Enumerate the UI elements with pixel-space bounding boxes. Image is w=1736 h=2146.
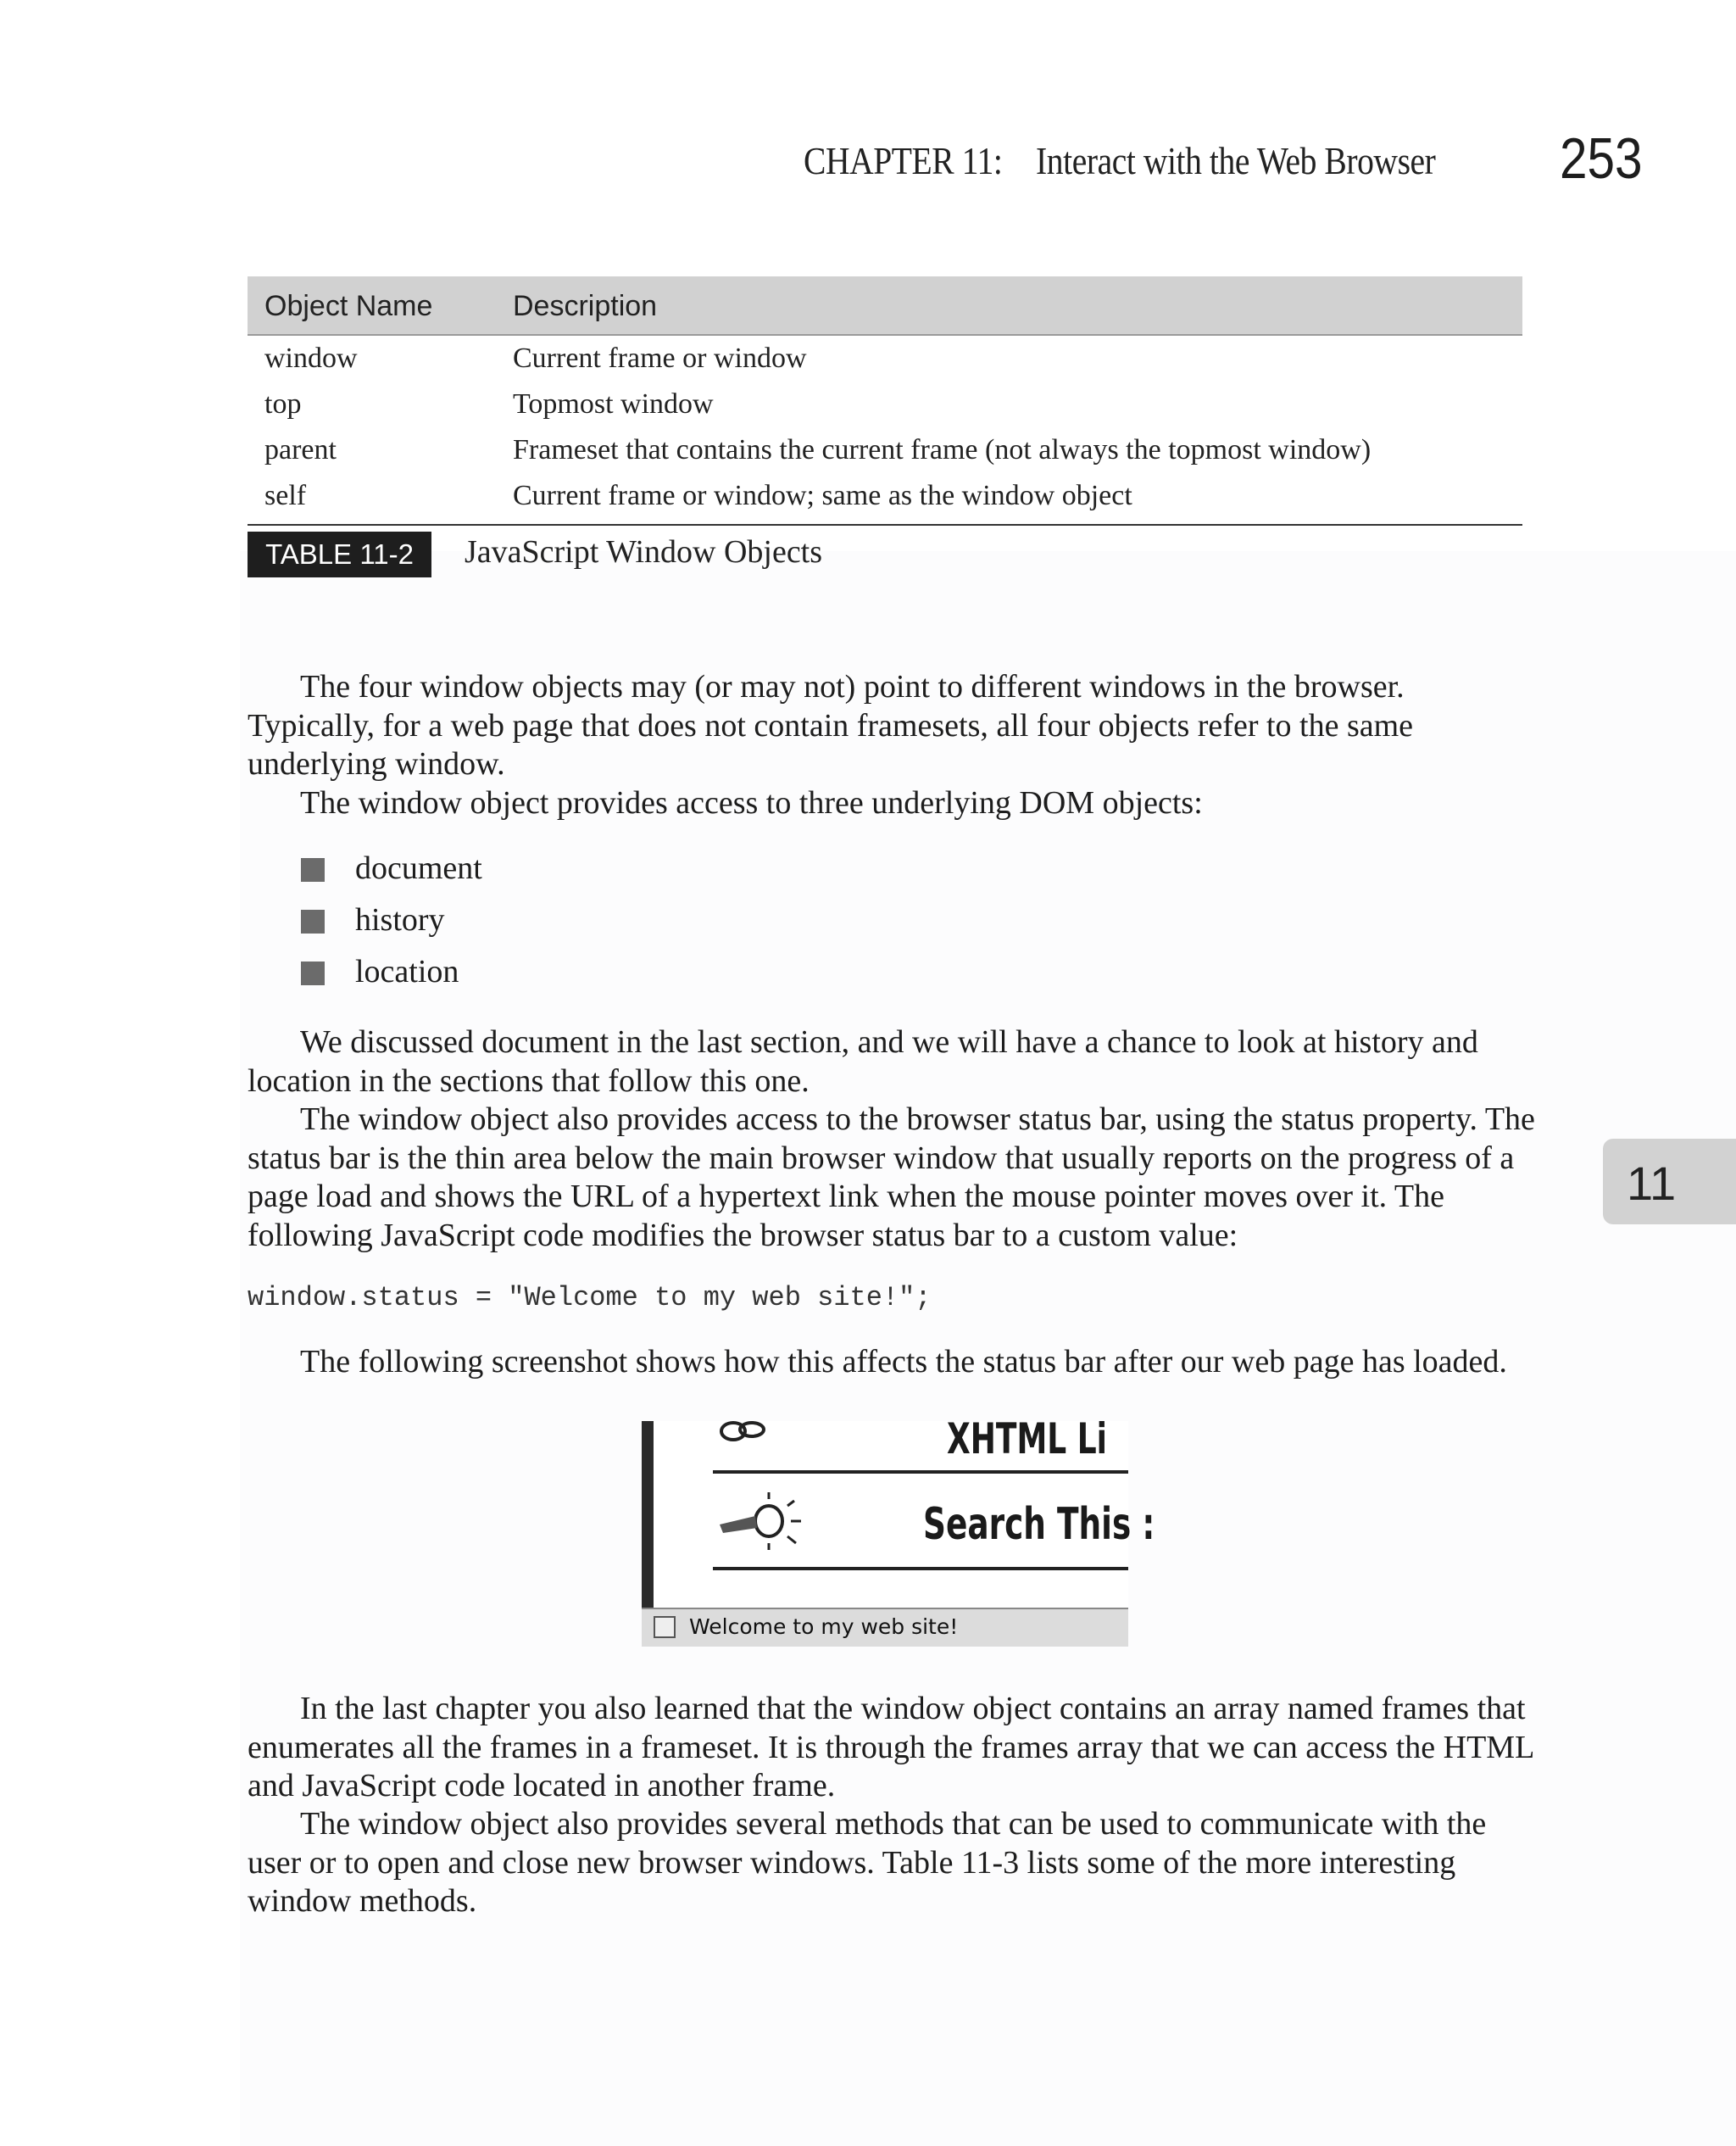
- object-name-cell: top: [264, 388, 302, 420]
- screenshot-top-text: XHTML Li: [947, 1414, 1108, 1463]
- page-icon: [654, 1616, 676, 1638]
- table-header: [248, 276, 1522, 336]
- table-row: [248, 473, 1522, 519]
- table-row: [248, 336, 1522, 382]
- body-paragraph: In the last chapter you also learned that the window object contains an array named frames that enumerates all the frames in a frameset. It is through the frames array that we can access the HTML and JavaScript code located in another frame.: [248, 1691, 1533, 1803]
- bullet-square-icon: [301, 962, 325, 985]
- object-name-cell: parent: [264, 434, 337, 465]
- screenshot-rule: [713, 1470, 1128, 1474]
- bullet-square-icon: [301, 858, 325, 882]
- window-objects-table: [248, 276, 1522, 526]
- screenshot-rule: [713, 1567, 1128, 1570]
- running-head: [804, 138, 1435, 183]
- page-number: 253: [1560, 126, 1643, 191]
- bullet-square-icon: [301, 910, 325, 934]
- chapter-label: CHAPTER 11:: [804, 139, 1003, 182]
- list-item-text: location: [355, 954, 459, 989]
- table-row: [248, 427, 1522, 473]
- body-paragraph: The window object also provides several methods that can be used to communicate with the user or to open and close new browser windows. Table 11-3 lists some of the more interesting window methods.: [248, 1806, 1487, 1919]
- screenshot-middle-text: Search This :: [923, 1499, 1155, 1550]
- browser-status-bar: [642, 1608, 1128, 1647]
- status-bar-screenshot: [642, 1414, 1155, 1645]
- list-item-text: history: [355, 902, 445, 938]
- chapter-title: Interact with the Web Browser: [1036, 139, 1436, 182]
- body-paragraph: We discussed document in the last section, and we will have a chance to look at history and location in the sections that follow this one.: [248, 1024, 1478, 1099]
- column-header-object-name: Object Name: [264, 290, 433, 322]
- column-header-description: Description: [513, 290, 658, 322]
- magnifier-icon: [716, 1496, 810, 1555]
- object-name-cell: window: [264, 343, 358, 374]
- code-sample: window.status = "Welcome to my web site!";: [248, 1282, 932, 1313]
- table-caption-title: JavaScript Window Objects: [465, 534, 823, 570]
- screenshot-frame-edge: [642, 1421, 654, 1608]
- link-chain-icon: [718, 1421, 769, 1448]
- body-paragraph: The four window objects may (or may not) point to different windows in the browser. Typically, for a web page that does not contain framesets, all four objects refer to the same underlying window.: [248, 669, 1414, 782]
- description-cell: Frameset that contains the current frame (not always the topmost window): [513, 434, 1372, 465]
- description-cell: Current frame or window: [513, 343, 807, 374]
- status-bar-text: Welcome to my web site!: [689, 1614, 959, 1639]
- table-row: [248, 382, 1522, 427]
- chapter-thumb-tab: [1603, 1139, 1736, 1224]
- body-paragraph: The following screenshot shows how this affects the status bar after our web page has loaded.: [300, 1344, 1507, 1380]
- body-paragraph: The window object provides access to three underlying DOM objects:: [300, 785, 1203, 821]
- list-item-text: document: [355, 850, 482, 886]
- object-name-cell: self: [264, 480, 307, 511]
- chapter-thumb-number: 11: [1627, 1157, 1677, 1210]
- description-cell: Topmost window: [513, 388, 714, 420]
- table-bottom-rule: [248, 524, 1522, 526]
- description-cell: Current frame or window; same as the window object: [513, 480, 1132, 511]
- table-caption-label: TABLE 11-2: [248, 532, 431, 577]
- body-paragraph: The window object also provides access to the browser status bar, using the status property. The status bar is the thin area below the main browser window that usually reports on the progress of a page load and shows the URL of a hypertext link when the mouse pointer moves over it. The following JavaScript code modifies the browser status bar to a custom value:: [248, 1101, 1535, 1253]
